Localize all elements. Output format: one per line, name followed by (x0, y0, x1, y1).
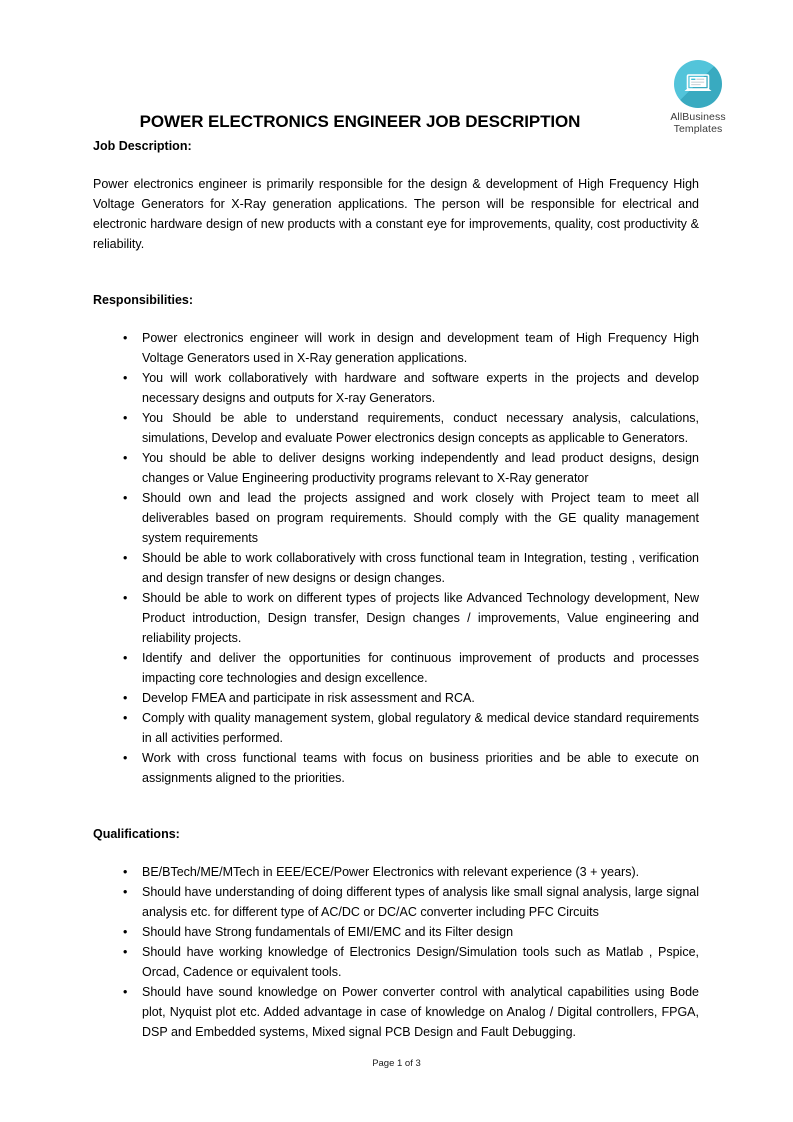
list-item-text: • Should have sound knowledge on Power converter control with analytical capabilities using Bode plot, Nyquist plot etc. Added advantage in case of knowledge on Analog / Digital controllers, FPGA, DSP and Embedded systems, Mixed signal PCB Design and Fault Debugging. (142, 985, 699, 1039)
list-item (93, 488, 699, 548)
spacer (93, 788, 699, 826)
list-item-text: • Should be able to work on different types of projects like Advanced Technology development, New Product introduction, Design transfer, Design changes / improvements, Value engineering and reliability projects. (142, 591, 699, 645)
list-item-text: • Identify and deliver the opportunities for continuous improvement of products and processes impacting core technologies and design excellence. (142, 651, 699, 685)
list-item (93, 942, 699, 982)
page-title: POWER ELECTRONICS ENGINEER JOB DESCRIPTION (139, 112, 581, 131)
list-item (93, 688, 699, 708)
brand-name-line2: Templates (673, 123, 723, 135)
brand-name (655, 111, 741, 135)
list-item-text: • Should have working knowledge of Electronics Design/Simulation tools such as Matlab , Pspice, Orcad, Cadence or equivalent tools. (142, 945, 699, 979)
section-heading-qualifications: Qualifications: (93, 827, 180, 841)
list-item-text: • Should have Strong fundamentals of EMI/EMC and its Filter design (142, 925, 514, 939)
list-item (93, 448, 699, 488)
list-item-text: • Should have understanding of doing different types of analysis like small signal analysis, large signal analysis etc. for different type of AC/DC or DC/AC converter including PFC Circuits (142, 885, 699, 919)
brand-name-line1: AllBusiness (670, 111, 726, 123)
list-item (93, 862, 699, 882)
list-item (93, 982, 699, 1042)
spacer (93, 254, 699, 292)
list-item-text: • Develop FMEA and participate in risk assessment and RCA. (142, 691, 475, 705)
list-item (93, 548, 699, 588)
list-item-text: • Power electronics engineer will work in design and development team of High Frequency High Voltage Generators used in X-Ray generation applications. (142, 331, 699, 365)
list-item (93, 648, 699, 688)
section-heading-responsibilities: Responsibilities: (93, 293, 194, 307)
spacer (93, 308, 699, 328)
list-item (93, 328, 699, 368)
list-item (93, 708, 699, 748)
brand-logo (655, 60, 741, 135)
section-heading-job-description: Job Description: (93, 139, 192, 153)
list-item (93, 408, 699, 448)
list-item (93, 748, 699, 788)
list-item-text: • Should own and lead the projects assigned and work closely with Project team to meet all deliverables based on program requirements. Should comply with the GE quality management system requirements (142, 491, 699, 545)
list-item-text: • Comply with quality management system, global regulatory & medical device standard requirements in all activities performed. (142, 711, 699, 745)
document-body (93, 138, 699, 1042)
list-item (93, 588, 699, 648)
list-item-text: • You will work collaboratively with hardware and software experts in the projects and develop necessary designs and outputs for X-ray Generators. (142, 371, 699, 405)
list-item-text: • Should be able to work collaboratively with cross functional team in Integration, testing , verification and design transfer of new designs or design changes. (142, 551, 699, 585)
qualifications-list (93, 862, 699, 1042)
list-item (93, 882, 699, 922)
page-footer: Page 1 of 3 (372, 1058, 421, 1069)
list-item-text: • BE/BTech/ME/MTech in EEE/ECE/Power Electronics with relevant experience (3 + years). (142, 865, 640, 879)
list-item-text: • You should be able to deliver designs working independently and lead product designs, design changes or Value Engineering productivity programs relevant to X-Ray generator (142, 451, 699, 485)
job-description-paragraph: Power electronics engineer is primarily responsible for the design & development of High Frequency High Voltage Generators for X-Ray generation applications. The person will be responsible for electrical and electronic hardware design of new products with a constant eye for improvements, quality, cost productivity & reliability. (93, 177, 699, 251)
list-item-text: • You Should be able to understand requirements, conduct necessary analysis, calculations, simulations, Develop and evaluate Power electronics design concepts as applicable to Generators. (142, 411, 699, 445)
spacer (93, 842, 699, 862)
list-item-text: • Work with cross functional teams with focus on business priorities and be able to execute on assignments aligned to the priorities. (142, 751, 699, 785)
responsibilities-list (93, 328, 699, 788)
laptop-icon (674, 60, 722, 108)
spacer (93, 154, 699, 174)
list-item (93, 368, 699, 408)
list-item (93, 922, 699, 942)
